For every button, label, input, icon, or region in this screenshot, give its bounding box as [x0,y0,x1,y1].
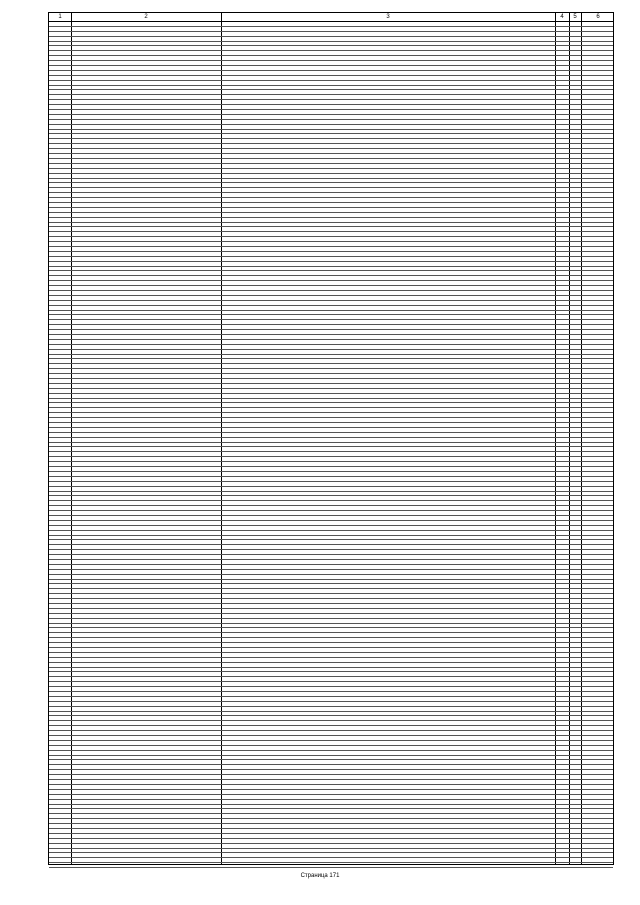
column-number-6: 6 [596,14,600,20]
column-number-row [49,13,613,22]
table-body [49,22,613,864]
page-footer: Страница 171 [300,873,340,879]
column-number-3: 3 [386,14,390,20]
works-table [48,12,614,865]
column-number-5: 5 [573,14,577,20]
column-number-4: 4 [560,14,564,20]
table-row [49,863,613,868]
column-number-2: 2 [144,14,148,20]
column-number-1: 1 [58,14,62,20]
